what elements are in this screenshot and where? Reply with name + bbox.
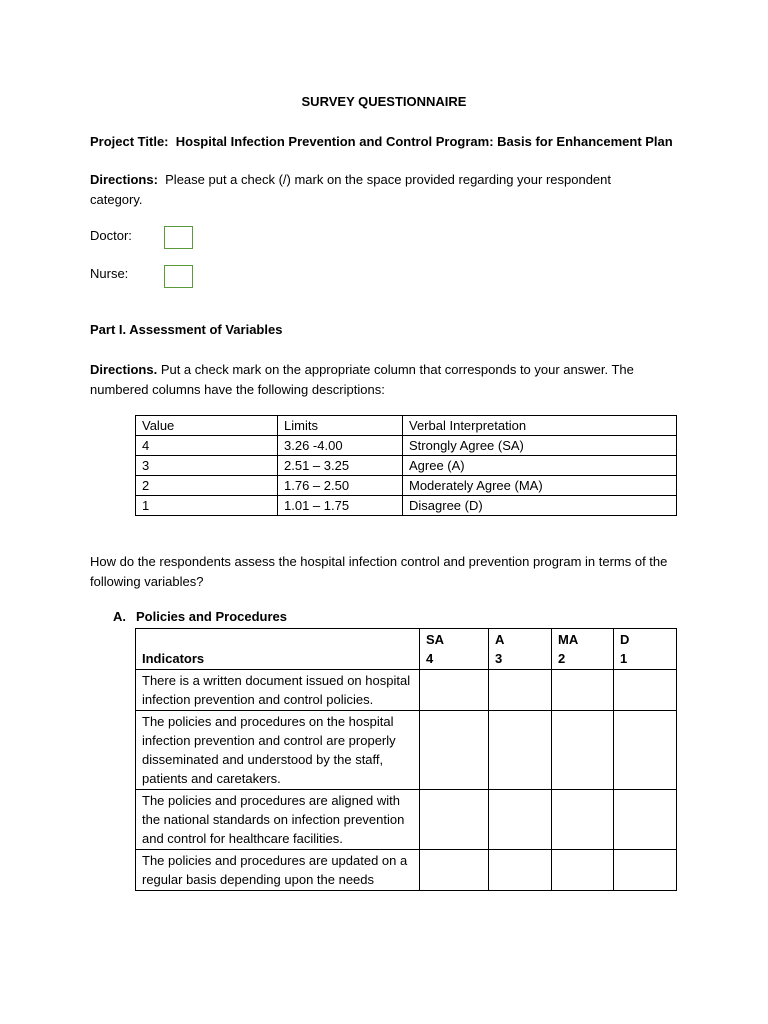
col-sa-code: SA [426,632,445,647]
project-title-label: Project Title: [90,134,169,149]
rating-cell-sa[interactable] [420,790,489,850]
respondent-doctor-label: Doctor: [90,228,132,243]
scale-interpretation: Moderately Agree (MA) [403,476,677,496]
project-title-value: Hospital Infection Prevention and Control Program: Basis for Enhancement Plan [175,134,673,149]
policies-table [135,628,677,891]
scale-limits: 1.01 – 1.75 [278,496,403,516]
indicators-header: Indicators [136,629,420,670]
part1-directions-text: Put a check mark on the appropriate column that corresponds to your answer. The numbered columns have the following descriptions: [90,362,634,397]
directions-respondent [90,170,650,209]
indicator-text: There is a written document issued on hospital infection prevention and control policies. [136,670,420,711]
indicator-text: The policies and procedures are updated on a regular basis depending upon the needs [136,850,420,891]
col-sa-header [420,629,489,670]
scale-limits: 1.76 – 2.50 [278,476,403,496]
col-a-code: A [495,632,505,647]
col-d-code: D [620,632,630,647]
rating-cell-ma[interactable] [552,711,614,790]
scale-value: 1 [136,496,278,516]
rating-cell-ma[interactable] [552,790,614,850]
scale-value: 3 [136,456,278,476]
rating-cell-d[interactable] [614,790,677,850]
rating-cell-a[interactable] [489,711,552,790]
section-a-marker: A. [113,609,126,624]
rating-cell-d[interactable] [614,850,677,891]
col-d-value: 1 [620,651,628,666]
page-title: SURVEY QUESTIONNAIRE [301,94,467,109]
indicator-row [136,790,677,850]
part1-heading: Part I. Assessment of Variables [90,322,283,337]
scale-row [136,436,677,456]
directions-text: Please put a check (/) mark on the space provided regarding your respondent category. [90,172,612,207]
scale-interpretation: Strongly Agree (SA) [403,436,677,456]
rating-cell-sa[interactable] [420,670,489,711]
scale-interpretation: Agree (A) [403,456,677,476]
col-ma-header [552,629,614,670]
scale-limits: 2.51 – 3.25 [278,456,403,476]
scale-limits: 3.26 -4.00 [278,436,403,456]
rating-cell-a[interactable] [489,670,552,711]
directions-label: Directions: [90,172,158,187]
scale-row [136,456,677,476]
col-ma-value: 2 [558,651,566,666]
project-title [90,132,690,152]
rating-cell-sa[interactable] [420,850,489,891]
rating-cell-ma[interactable] [552,850,614,891]
col-d-header [614,629,677,670]
directions-part1 [90,360,680,399]
part1-directions-label: Directions. [90,362,158,377]
rating-cell-a[interactable] [489,850,552,891]
scale-value: 2 [136,476,278,496]
respondent-nurse-label: Nurse: [90,266,129,281]
indicator-text: The policies and procedures on the hospital infection prevention and control are properly disseminated and understood by the staff, patients and caretakers. [136,711,420,790]
scale-header-interpretation: Verbal Interpretation [403,416,677,436]
col-a-value: 3 [495,651,503,666]
scale-interpretation: Disagree (D) [403,496,677,516]
rating-cell-a[interactable] [489,790,552,850]
indicator-row [136,670,677,711]
assessment-question: How do the respondents assess the hospital infection control and prevention program in terms of the following variables? [90,554,668,589]
col-a-header [489,629,552,670]
nurse-checkbox[interactable] [164,265,193,288]
scale-row [136,476,677,496]
policies-header-row [136,629,677,670]
rating-cell-ma[interactable] [552,670,614,711]
rating-cell-d[interactable] [614,670,677,711]
scale-header-limits: Limits [278,416,403,436]
scale-header-value: Value [136,416,278,436]
doctor-checkbox[interactable] [164,226,193,249]
col-sa-value: 4 [426,651,434,666]
indicator-row [136,711,677,790]
scale-table [135,415,677,516]
indicator-text: The policies and procedures are aligned with the national standards on infection prevention and control for healthcare facilities. [136,790,420,850]
scale-row [136,496,677,516]
indicator-row [136,850,677,891]
section-a-title: Policies and Procedures [136,609,288,624]
scale-header-row [136,416,677,436]
rating-cell-sa[interactable] [420,711,489,790]
scale-value: 4 [136,436,278,456]
col-ma-code: MA [558,632,579,647]
rating-cell-d[interactable] [614,711,677,790]
